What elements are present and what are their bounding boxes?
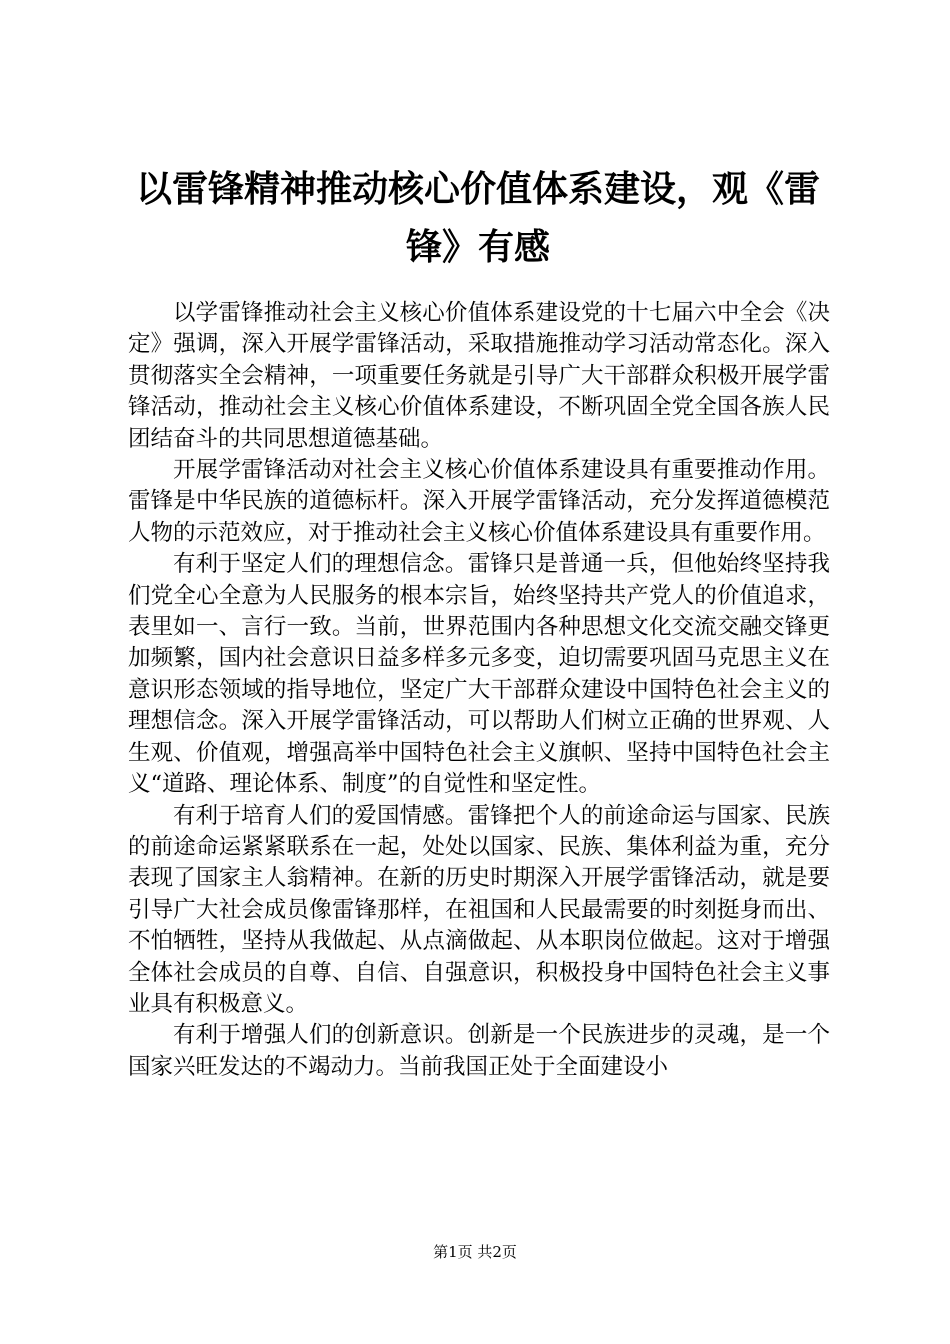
page-number-footer: 第1页 共2页 <box>433 1243 517 1261</box>
paragraph: 以学雷锋推动社会主义核心价值体系建设党的十七届六中全会《决定》强调，深入开展学雷锋活动，采取措施推动学习活动常态化。深入贯彻落实全会精神，一项重要任务就是引导广大干部群众积极开展学雷锋活动，推动社会主义核心价值体系建设，不断巩固全党全国各族人民团结奋斗的共同思想道德基础。 <box>128 300 830 452</box>
paragraph: 开展学雷锋活动对社会主义核心价值体系建设具有重要推动作用。雷锋是中华民族的道德标杆。深入开展学雷锋活动，充分发挥道德模范人物的示范效应，对于推动社会主义核心价值体系建设具有重要作用。 <box>128 457 830 546</box>
paragraph: 有利于坚定人们的理想信念。雷锋只是普通一兵，但他始终坚持我们党全心全意为人民服务的根本宗旨，始终坚持共产党人的价值追求，表里如一、言行一致。当前，世界范围内各种思想文化交流交融交锋更加频繁，国内社会意识日益多样多元多变，迫切需要巩固马克思主义在意识形态领域的指导地位，坚定广大干部群众建设中国特色社会主义的理想信念。深入开展学雷锋活动，可以帮助人们树立正确的世界观、人生观、价值观，增强高举中国特色社会主义旗帜、坚持中国特色社会主义“道路、理论体系、制度”的自觉性和坚定性。 <box>128 551 830 798</box>
paragraph: 有利于培育人们的爱国情感。雷锋把个人的前途命运与国家、民族的前途命运紧紧联系在一起，处处以国家、民族、集体利益为重，充分表现了国家主人翁精神。在新的历史时期深入开展学雷锋活动，就是要引导广大社会成员像雷锋那样，在祖国和人民最需要的时刻挺身而出、不怕牺牲，坚持从我做起、从点滴做起、从本职岗位做起。这对于增强全体社会成员的自尊、自信、自强意识，积极投身中国特色社会主义事业具有积极意义。 <box>128 802 830 1017</box>
document-title: 以雷锋精神推动核心价值体系建设，观《雷锋》有感 <box>135 168 820 268</box>
paragraph: 有利于增强人们的创新意识。创新是一个民族进步的灵魂，是一个国家兴旺发达的不竭动力。当前我国正处于全面建设小 <box>128 1022 830 1080</box>
document-body <box>128 298 830 1083</box>
